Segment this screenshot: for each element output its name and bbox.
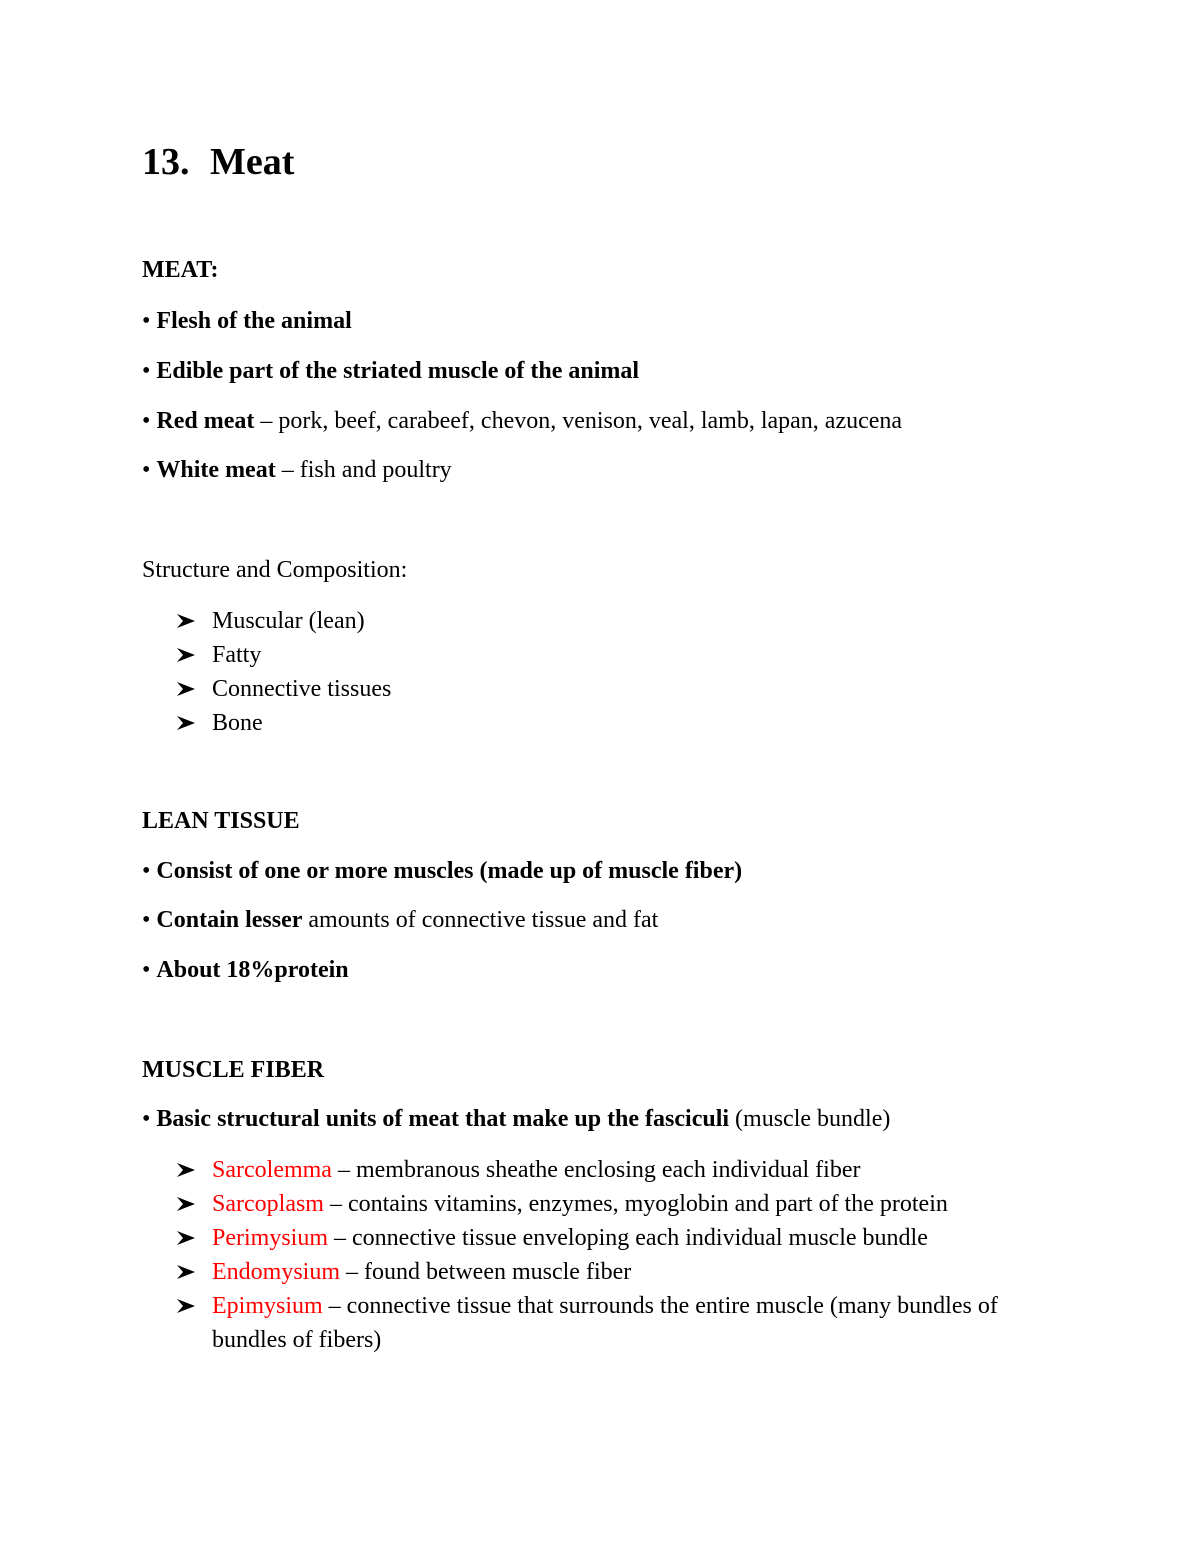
fiber-bullet — [142, 1106, 890, 1133]
bullet-glyph: • — [142, 907, 151, 933]
list-item-text: Connective tissues — [212, 676, 392, 702]
term-description: – found between muscle fiber — [340, 1259, 632, 1285]
bullet-rest: – fish and poultry — [275, 457, 452, 483]
meat-bullet-4 — [142, 457, 452, 484]
structure-list — [176, 604, 391, 740]
lean-bullet-1 — [142, 858, 742, 885]
term-label: Endomysium — [212, 1259, 341, 1285]
list-item — [176, 1187, 1072, 1221]
bullet-text: Flesh of the animal — [156, 308, 352, 334]
bullet-text: Edible part of the striated muscle of the animal — [156, 358, 640, 384]
bullet-text: Contain lesser — [156, 907, 303, 933]
arrowhead-icon — [176, 613, 196, 629]
list-item — [176, 638, 391, 672]
arrowhead-icon — [176, 647, 196, 663]
bullet-rest: – pork, beef, carabeef, chevon, venison, veal, lamb, lapan, azucena — [254, 408, 903, 434]
meat-bullet-2 — [142, 358, 639, 385]
arrowhead-icon — [176, 1196, 196, 1212]
bullet-glyph: • — [142, 308, 151, 334]
list-item — [176, 1289, 1072, 1357]
structure-heading: Structure and Composition: — [142, 557, 408, 583]
term-description: – membranous sheathe enclosing each individual fiber — [331, 1157, 861, 1183]
arrowhead-icon — [176, 1230, 196, 1246]
bullet-glyph: • — [142, 858, 151, 884]
arrowhead-icon — [176, 681, 196, 697]
term-description: – contains vitamins, enzymes, myoglobin and part of the protein — [323, 1191, 948, 1217]
lean-bullet-2 — [142, 907, 658, 934]
bullet-text: Red meat — [156, 408, 255, 434]
meat-bullet-3 — [142, 408, 902, 435]
list-item — [176, 1221, 1072, 1255]
term-label: Sarcolemma — [212, 1157, 332, 1183]
bullet-glyph: • — [142, 957, 151, 983]
list-item — [176, 604, 391, 638]
list-item — [176, 1255, 1072, 1289]
title-number: 13. — [142, 141, 190, 183]
bullet-glyph: • — [142, 408, 151, 434]
lean-bullet-3 — [142, 957, 349, 984]
bullet-glyph: • — [142, 1106, 151, 1132]
term-label: Sarcoplasm — [212, 1191, 324, 1217]
bullet-glyph: • — [142, 457, 151, 483]
bullet-text: Consist of one or more muscles (made up of muscle fiber) — [156, 858, 743, 884]
title-text: Meat — [210, 141, 295, 183]
muscle-fiber-heading: MUSCLE FIBER — [142, 1057, 325, 1083]
term-label: Perimysium — [212, 1225, 329, 1251]
term-description: – connective tissue enveloping each individual muscle bundle — [328, 1225, 928, 1251]
arrowhead-icon — [176, 1298, 196, 1314]
arrowhead-icon — [176, 715, 196, 731]
meat-bullet-1 — [142, 308, 352, 335]
bullet-text: Basic structural units of meat that make up the fasciculi — [156, 1106, 730, 1132]
arrowhead-icon — [176, 1264, 196, 1280]
arrowhead-icon — [176, 1162, 196, 1178]
bullet-text: About 18%protein — [156, 957, 349, 983]
bullet-rest: amounts of connective tissue and fat — [302, 907, 659, 933]
fiber-list — [176, 1153, 1072, 1357]
meat-heading: MEAT: — [142, 257, 219, 283]
bullet-text: White meat — [156, 457, 276, 483]
list-item — [176, 672, 391, 706]
page-title — [142, 140, 294, 184]
bullet-glyph: • — [142, 358, 151, 384]
list-item-text: Bone — [212, 710, 263, 736]
list-item-text: Fatty — [212, 642, 262, 668]
term-label: Epimysium — [212, 1293, 323, 1319]
list-item — [176, 1153, 1072, 1187]
lean-tissue-heading: LEAN TISSUE — [142, 808, 300, 834]
list-item-text: Muscular (lean) — [212, 608, 365, 634]
bullet-rest: (muscle bundle) — [729, 1106, 891, 1132]
list-item — [176, 706, 391, 740]
term-description: – connective tissue that surrounds the entire muscle (many bundles of bundles of fibers) — [212, 1293, 998, 1353]
